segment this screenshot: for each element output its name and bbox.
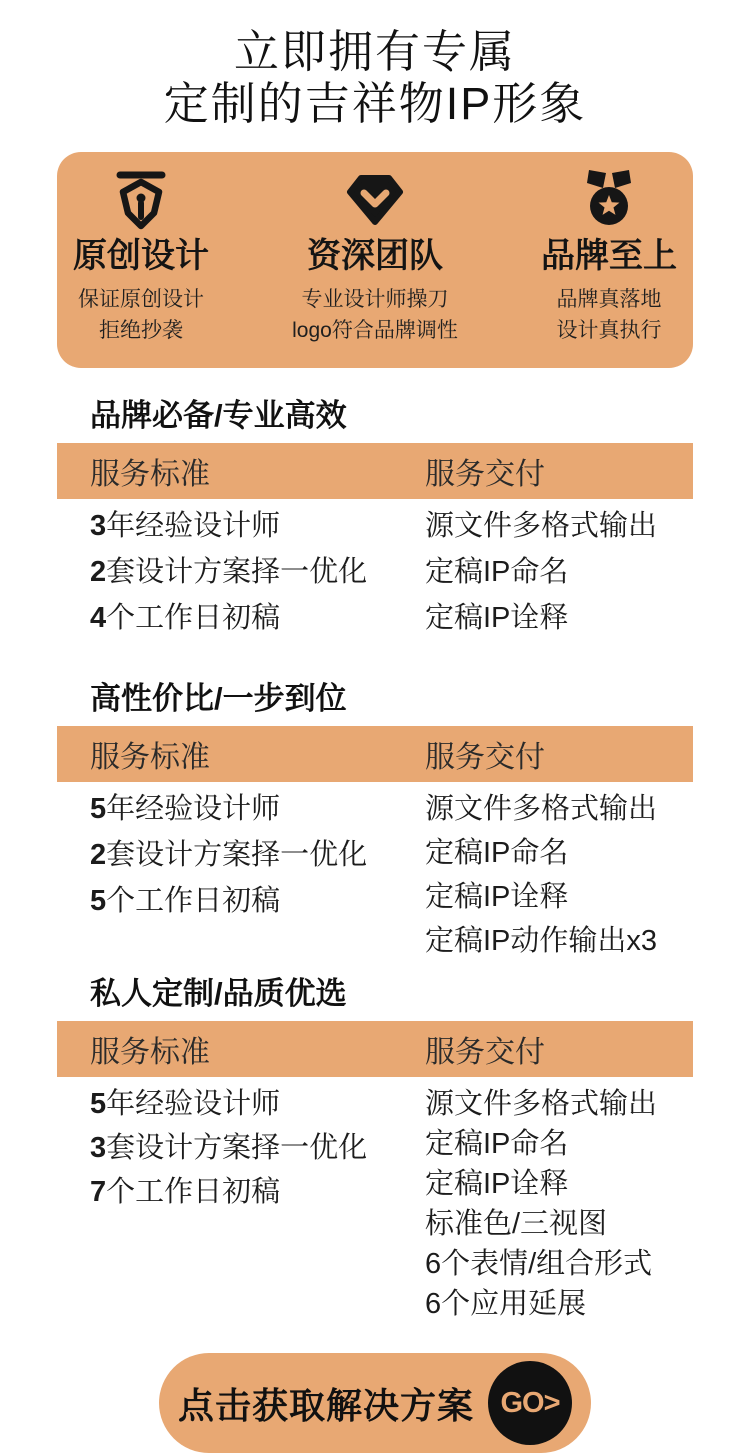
column-header-service-delivery: 服务交付	[425, 458, 545, 491]
table-header-row	[57, 443, 693, 499]
deliverable-row: 定稿IP命名	[425, 556, 569, 588]
deliverable-row: 6个表情/组合形式	[425, 1248, 653, 1280]
plan-section-private-custom	[0, 976, 750, 1329]
standard-text: 年经验设计师	[106, 1088, 281, 1120]
deliverable-row: 定稿IP诠释	[425, 1168, 569, 1200]
cta-label: 点击获取解决方案	[177, 1384, 474, 1426]
column-header-service-delivery: 服务交付	[425, 741, 545, 774]
medal-star-icon	[577, 168, 641, 232]
column-header-service-standard: 服务标准	[90, 741, 210, 774]
standard-number: 7	[90, 1176, 107, 1208]
plan-table-body	[90, 794, 693, 970]
deliverable-row: 定稿IP命名	[425, 1128, 569, 1160]
gem-check-icon	[343, 168, 407, 232]
column-header-service-standard: 服务标准	[90, 1036, 210, 1069]
standard-number: 2	[90, 839, 107, 871]
service-standard-column	[90, 794, 425, 932]
standard-text: 个工作日初稿	[106, 602, 281, 634]
standard-number: 5	[90, 793, 107, 825]
standard-text: 套设计方案择一优化	[106, 556, 368, 588]
cta-get-solution-button[interactable]	[159, 1353, 591, 1453]
standard-number: 5	[90, 885, 107, 917]
deliverable-row: 定稿IP动作输出x3	[425, 925, 658, 957]
standard-number: 3	[90, 510, 107, 542]
pen-nib-icon	[109, 168, 173, 232]
standard-row	[90, 511, 425, 542]
standard-text: 个工作日初稿	[106, 885, 281, 917]
standard-row	[90, 1089, 425, 1120]
deliverable-row: 源文件多格式输出	[425, 510, 658, 542]
deliverable-row: 源文件多格式输出	[425, 793, 658, 825]
standard-row	[90, 840, 425, 871]
column-header-service-delivery: 服务交付	[425, 1036, 545, 1069]
standard-row	[90, 557, 425, 588]
standard-text: 套设计方案择一优化	[106, 1132, 368, 1164]
go-label: GO>	[500, 1386, 560, 1419]
column-header-service-standard: 服务标准	[90, 458, 210, 491]
go-badge	[488, 1361, 572, 1445]
deliverable-row: 定稿IP诠释	[425, 881, 569, 913]
feature-desc-line2: logo符合品牌调性	[292, 319, 458, 342]
deliverable-row: 标准色/三视图	[425, 1208, 608, 1240]
feature-original-design	[73, 168, 209, 368]
feature-card	[57, 152, 693, 368]
standard-number: 3	[90, 1132, 107, 1164]
service-standard-column	[90, 511, 425, 649]
standard-text: 年经验设计师	[106, 510, 281, 542]
plan-section-brand-essential	[0, 398, 750, 649]
standard-number: 2	[90, 556, 107, 588]
feature-senior-team	[292, 168, 458, 368]
feature-desc-line1: 品牌真落地	[556, 288, 662, 311]
plan-heading: 高性价比/一步到位	[90, 681, 347, 716]
page-title	[0, 0, 750, 130]
standard-row	[90, 1177, 425, 1208]
feature-desc	[556, 284, 661, 346]
standard-row	[90, 794, 425, 825]
deliverable-row: 源文件多格式输出	[425, 1088, 658, 1120]
standard-row	[90, 603, 425, 634]
table-header-row	[57, 726, 693, 782]
plan-table-body	[90, 1089, 693, 1329]
page-title-line1: 立即拥有专属	[233, 26, 516, 77]
table-header-row	[57, 1021, 693, 1077]
standard-number: 4	[90, 602, 107, 634]
feature-desc-line1: 专业设计师操刀	[301, 288, 449, 311]
standard-text: 套设计方案择一优化	[106, 839, 368, 871]
deliverable-row: 定稿IP诠释	[425, 602, 569, 634]
deliverable-row: 定稿IP命名	[425, 837, 569, 869]
standard-text: 个工作日初稿	[106, 1176, 281, 1208]
feature-desc-line2: 拒绝抄袭	[99, 319, 183, 342]
feature-desc-line2: 设计真执行	[556, 319, 662, 342]
standard-row	[90, 886, 425, 917]
service-delivery-column	[425, 511, 693, 649]
standard-number: 5	[90, 1088, 107, 1120]
feature-title: 品牌至上	[540, 237, 677, 275]
service-delivery-column	[425, 1089, 693, 1329]
plan-table-body	[90, 511, 693, 649]
plan-section-high-value	[0, 681, 750, 970]
feature-desc-line1: 保证原创设计	[78, 288, 204, 311]
feature-desc	[292, 284, 458, 346]
feature-title: 原创设计	[73, 237, 209, 275]
service-delivery-column	[425, 794, 693, 970]
feature-desc	[78, 284, 204, 346]
feature-title: 资深团队	[306, 237, 443, 275]
plan-heading: 品牌必备/专业高效	[90, 398, 347, 433]
plan-heading: 私人定制/品质优选	[90, 976, 347, 1011]
standard-text: 年经验设计师	[106, 793, 281, 825]
standard-row	[90, 1133, 425, 1164]
deliverable-row: 6个应用延展	[425, 1288, 587, 1320]
service-standard-column	[90, 1089, 425, 1221]
feature-brand-first	[541, 168, 677, 368]
page-title-line2: 定制的吉祥物IP形象	[163, 78, 587, 129]
